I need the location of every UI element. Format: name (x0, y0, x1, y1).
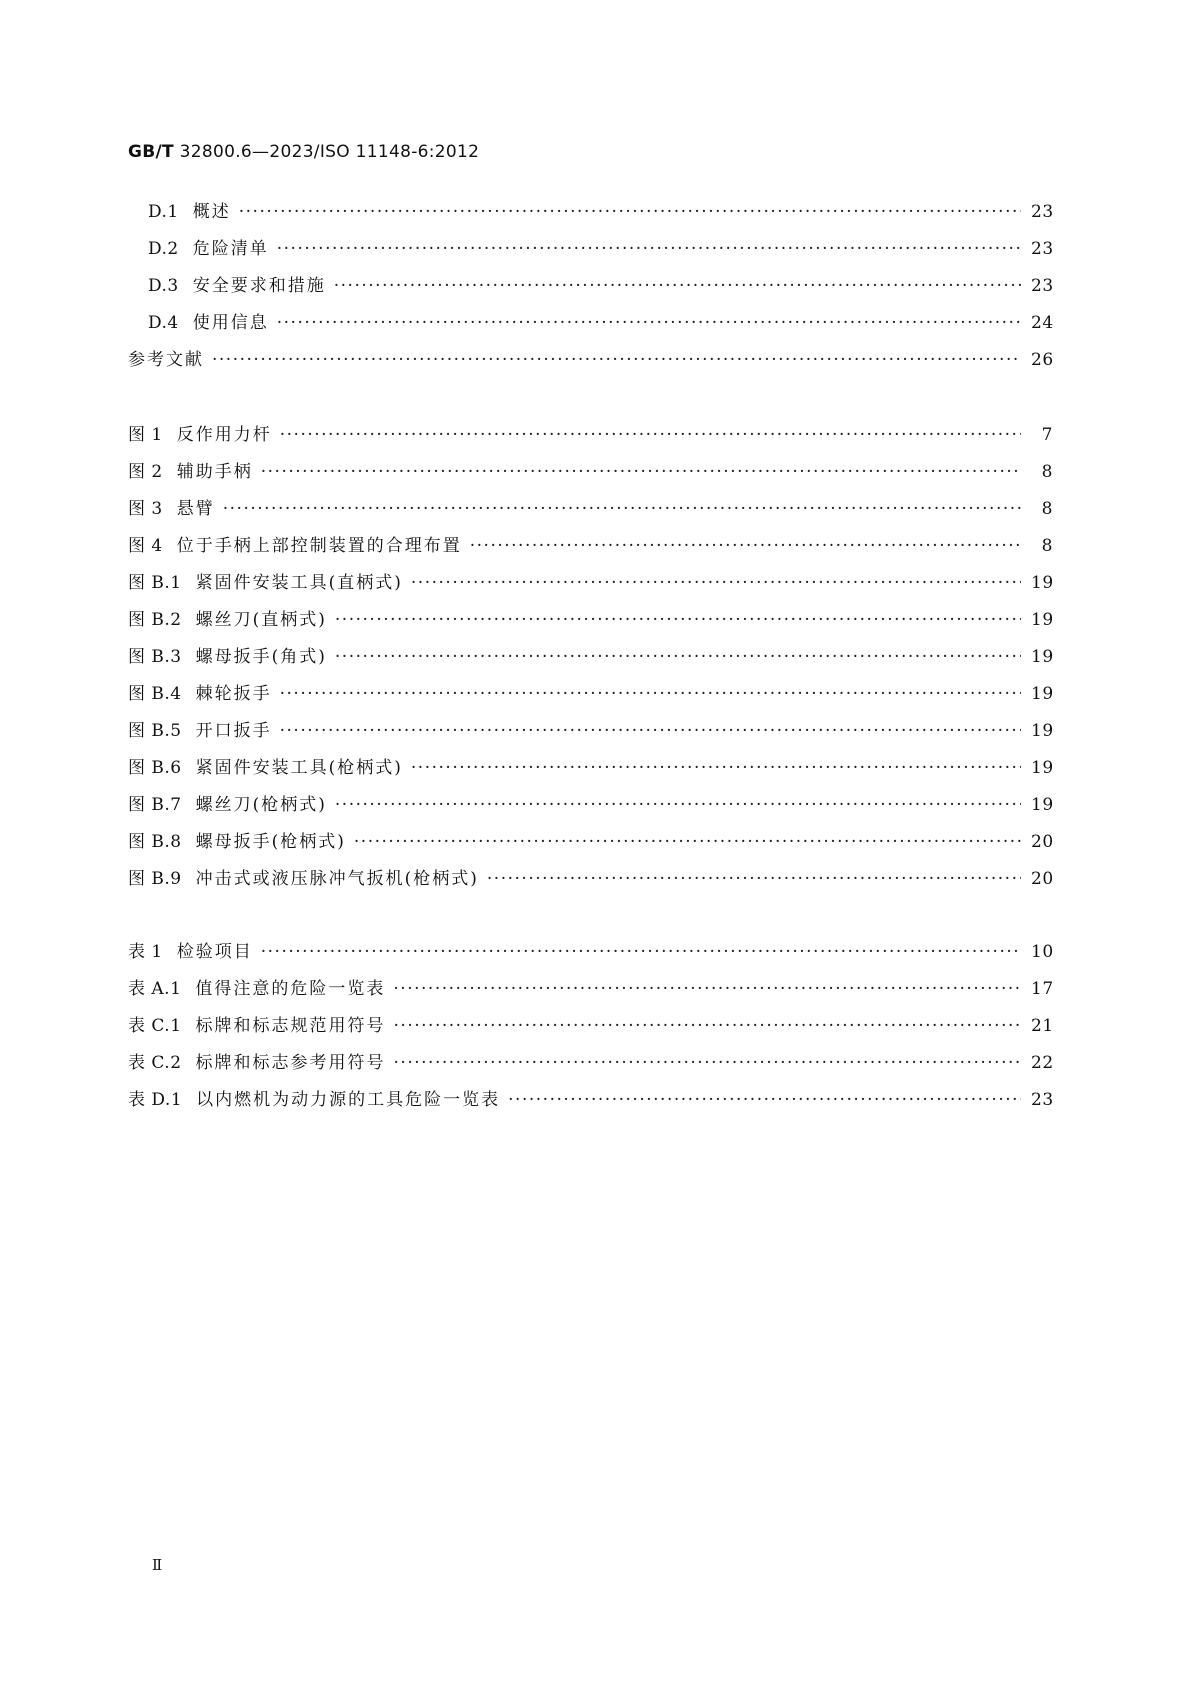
toc-figure-entry[interactable] (128, 605, 1053, 642)
figure-page: 19 (1031, 795, 1054, 815)
toc-entry-page: 23 (1031, 202, 1054, 222)
figure-number: 图 B.1 (128, 573, 182, 593)
figure-page: 19 (1031, 610, 1054, 630)
toc-entry-title: 参考文献 (128, 350, 204, 370)
toc-leader-dots (394, 1016, 1021, 1036)
toc-figure-entry[interactable] (128, 457, 1053, 494)
toc-figure-entry[interactable] (128, 827, 1053, 864)
table-title: 以内燃机为动力源的工具危险一览表 (196, 1090, 501, 1110)
toc-figure-entry[interactable] (128, 716, 1053, 753)
toc-figure-entry[interactable] (128, 494, 1053, 531)
figure-page: 19 (1031, 647, 1054, 667)
figure-page: 19 (1031, 684, 1054, 704)
toc-leader-dots (280, 684, 1021, 704)
toc-table-entry[interactable] (128, 974, 1053, 1011)
toc-entry[interactable] (128, 197, 1053, 234)
toc-leader-dots (212, 350, 1021, 370)
figure-number: 图 2 (128, 462, 163, 482)
figure-page: 19 (1031, 721, 1054, 741)
figure-number: 图 4 (128, 536, 163, 556)
table-number: 表 C.1 (128, 1016, 182, 1036)
toc-figure-entry[interactable] (128, 679, 1053, 716)
table-page: 21 (1031, 1016, 1054, 1036)
toc-entry-number: D.4 (148, 313, 179, 333)
figure-page: 8 (1041, 499, 1053, 519)
figure-title: 螺母扳手(枪柄式) (195, 832, 346, 852)
toc-tables-list (128, 937, 1053, 1122)
figure-title: 螺丝刀(直柄式) (195, 610, 327, 630)
figure-title: 紧固件安装工具(直柄式) (195, 573, 403, 593)
toc-figure-entry[interactable] (128, 531, 1053, 568)
toc-leader-dots (394, 1053, 1021, 1073)
toc-leader-dots (487, 869, 1021, 889)
toc-entry-number: D.1 (148, 202, 179, 222)
figure-number: 图 B.6 (128, 758, 182, 778)
page-number: Ⅱ (152, 1556, 163, 1574)
table-page: 23 (1031, 1090, 1054, 1110)
standard-code: GB/T (128, 142, 174, 162)
figure-number: 图 1 (128, 425, 163, 445)
toc-section-d (128, 197, 1053, 382)
toc-figure-entry[interactable] (128, 790, 1053, 827)
document-header (128, 142, 479, 162)
figure-page: 19 (1031, 573, 1054, 593)
figure-number: 图 B.8 (128, 832, 182, 852)
table-title: 标牌和标志参考用符号 (195, 1053, 386, 1073)
figure-number: 图 3 (128, 499, 163, 519)
table-number: 表 C.2 (128, 1053, 182, 1073)
toc-entry[interactable] (128, 308, 1053, 345)
toc-figure-entry[interactable] (128, 420, 1053, 457)
figure-page: 8 (1041, 536, 1053, 556)
toc-table-entry[interactable] (128, 937, 1053, 974)
toc-entry-bibliography[interactable] (128, 345, 1053, 382)
figure-number: 图 B.4 (128, 684, 182, 704)
toc-table-entry[interactable] (128, 1048, 1053, 1085)
table-number: 表 1 (128, 942, 163, 962)
figure-page: 20 (1031, 832, 1054, 852)
toc-leader-dots (335, 795, 1021, 815)
toc-entry-title: 概述 (192, 202, 231, 222)
figure-title: 开口扳手 (195, 721, 272, 741)
figure-title: 棘轮扳手 (195, 684, 272, 704)
toc-entry-number: D.2 (148, 239, 179, 259)
figure-number: 图 B.2 (128, 610, 182, 630)
toc-leader-dots (508, 1090, 1021, 1110)
toc-table-entry[interactable] (128, 1011, 1053, 1048)
toc-entry-title: 安全要求和措施 (192, 276, 326, 296)
figure-number: 图 B.3 (128, 647, 182, 667)
toc-leader-dots (470, 536, 1021, 556)
figure-page: 7 (1041, 425, 1053, 445)
figure-title: 反作用力杆 (176, 425, 272, 445)
figure-title: 悬臂 (176, 499, 215, 519)
toc-entry[interactable] (128, 271, 1053, 308)
figure-page: 20 (1031, 869, 1054, 889)
toc-figures-list (128, 420, 1053, 901)
figure-page: 8 (1041, 462, 1053, 482)
figure-title: 位于手柄上部控制装置的合理布置 (176, 536, 462, 556)
toc-leader-dots (334, 276, 1021, 296)
toc-entry-title: 使用信息 (192, 313, 269, 333)
figure-number: 图 B.7 (128, 795, 182, 815)
toc-leader-dots (223, 499, 1021, 519)
figure-title: 螺丝刀(枪柄式) (195, 795, 327, 815)
toc-entry-title: 危险清单 (192, 239, 269, 259)
figure-page: 19 (1031, 758, 1054, 778)
figure-number: 图 B.9 (128, 869, 182, 889)
toc-leader-dots (393, 979, 1021, 999)
table-number: 表 D.1 (128, 1090, 183, 1110)
toc-leader-dots (261, 942, 1021, 962)
toc-figure-entry[interactable] (128, 642, 1053, 679)
figure-title: 辅助手柄 (176, 462, 253, 482)
table-title: 检验项目 (176, 942, 253, 962)
toc-leader-dots (354, 832, 1021, 852)
toc-entry-number: D.3 (148, 276, 179, 296)
table-page: 17 (1031, 979, 1054, 999)
toc-leader-dots (411, 758, 1021, 778)
toc-figure-entry[interactable] (128, 568, 1053, 605)
toc-leader-dots (411, 573, 1021, 593)
toc-entry-page: 26 (1031, 350, 1054, 370)
toc-entry[interactable] (128, 234, 1053, 271)
table-number: 表 A.1 (128, 979, 182, 999)
table-title: 值得注意的危险一览表 (195, 979, 386, 999)
table-title: 标牌和标志规范用符号 (195, 1016, 386, 1036)
toc-entry-page: 23 (1031, 239, 1054, 259)
toc-leader-dots (277, 239, 1021, 259)
toc-leader-dots (335, 610, 1021, 630)
table-page: 10 (1031, 942, 1054, 962)
toc-leader-dots (239, 202, 1021, 222)
table-page: 22 (1031, 1053, 1054, 1073)
toc-leader-dots (335, 647, 1021, 667)
toc-leader-dots (277, 313, 1021, 333)
toc-figure-entry[interactable] (128, 864, 1053, 901)
figure-number: 图 B.5 (128, 721, 182, 741)
toc-leader-dots (280, 425, 1021, 445)
toc-figure-entry[interactable] (128, 753, 1053, 790)
figure-title: 紧固件安装工具(枪柄式) (195, 758, 403, 778)
figure-title: 螺母扳手(角式) (195, 647, 327, 667)
standard-number: 32800.6—2023/ISO 11148-6:2012 (179, 142, 480, 162)
figure-title: 冲击式或液压脉冲气扳机(枪柄式) (195, 869, 479, 889)
toc-table-entry[interactable] (128, 1085, 1053, 1122)
toc-leader-dots (280, 721, 1021, 741)
toc-leader-dots (261, 462, 1021, 482)
toc-entry-page: 23 (1031, 276, 1054, 296)
toc-entry-page: 24 (1031, 313, 1054, 333)
